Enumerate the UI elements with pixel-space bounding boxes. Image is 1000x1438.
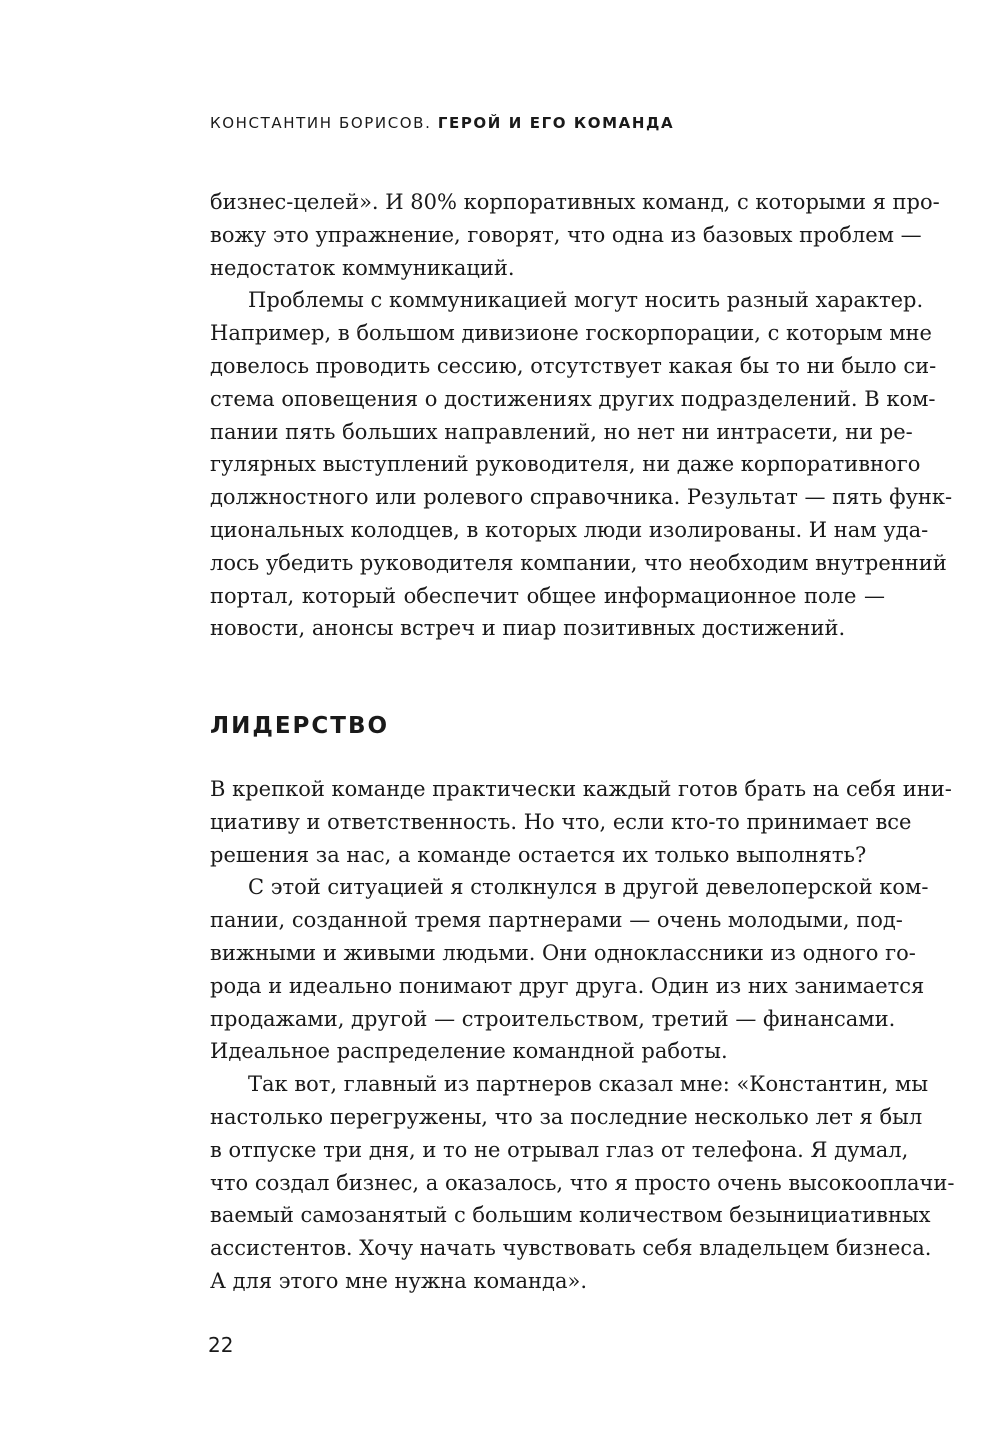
text-line: лось убедить руководителя компании, что необходим внутренний — [210, 550, 947, 575]
running-head-title: ГЕРОЙ И ЕГО КОМАНДА — [437, 114, 675, 132]
text-line: пании, созданной тремя партнерами — очень молодыми, под- — [210, 908, 903, 933]
text-line: ассистентов. Хочу начать чувствовать себя владельцем бизнеса. — [210, 1236, 932, 1261]
text-line: что создал бизнес, а оказалось, что я просто очень высокооплачи- — [210, 1170, 955, 1195]
text-line: Так вот, главный из партнеров сказал мне: «Константин, мы — [248, 1072, 929, 1097]
text-line: А для этого мне нужна команда». — [210, 1268, 588, 1293]
text-line: Например, в большом дивизионе госкорпорации, с которым мне — [210, 321, 932, 346]
text-line: бизнес-целей». И 80% корпоративных команд, с которыми я про- — [210, 190, 940, 214]
text-line: Идеальное распределение командной работы. — [210, 1039, 728, 1064]
text-line: вижными и живыми людьми. Они одноклассники из одного го- — [210, 940, 916, 965]
text-line: гулярных выступлений руководителя, ни даже корпоративного — [210, 452, 921, 477]
text-line: рода и идеально понимают друг друга. Один из них занимается — [210, 973, 925, 998]
text-line: в отпуске три дня, и то не отрывал глаз от телефона. Я думал, — [210, 1137, 909, 1162]
text-line: стема оповещения о достижениях других подразделений. В ком- — [210, 386, 936, 411]
text-line: решения за нас, а команде остается их только выполнять? — [210, 842, 867, 867]
text-line: настолько перегружены, что за последние несколько лет я был — [210, 1104, 923, 1129]
running-head — [210, 114, 674, 132]
text-line: вожу это упражнение, говорят, что одна из базовых проблем — — [210, 222, 922, 247]
section-heading: ЛИДЕРСТВО — [210, 713, 390, 739]
text-block-communication — [210, 186, 953, 645]
text-line: Проблемы с коммуникацией могут носить разный характер. — [248, 288, 924, 313]
text-line: довелось проводить сессию, отсутствует какая бы то ни было си- — [210, 353, 937, 378]
text-line: В крепкой команде практически каждый готов брать на себя ини- — [210, 777, 952, 801]
text-line: циативу и ответственность. Но что, если кто-то принимает все — [210, 809, 912, 834]
page-number: 22 — [208, 1333, 234, 1357]
text-line: портал, который обеспечит общее информационное поле — — [210, 583, 885, 608]
text-line: ваемый самозанятый с большим количеством безынициативных — [210, 1203, 931, 1228]
text-line: С этой ситуацией я столкнулся в другой девелоперской ком- — [248, 875, 929, 900]
text-line: новости, анонсы встреч и пиар позитивных достижений. — [210, 616, 846, 641]
running-head-author: КОНСТАНТИН БОРИСОВ. — [210, 114, 432, 132]
text-line: должностного или ролевого справочника. Результат — пять функ- — [210, 485, 953, 510]
text-block-leadership — [210, 773, 955, 1298]
text-line: пании пять больших направлений, но нет ни интрасети, ни ре- — [210, 419, 913, 444]
text-line: циональных колодцев, в которых люди изолированы. И нам уда- — [210, 517, 929, 542]
text-line: продажами, другой — строительством, третий — финансами. — [210, 1006, 896, 1031]
text-line: недостаток коммуникаций. — [210, 255, 515, 280]
